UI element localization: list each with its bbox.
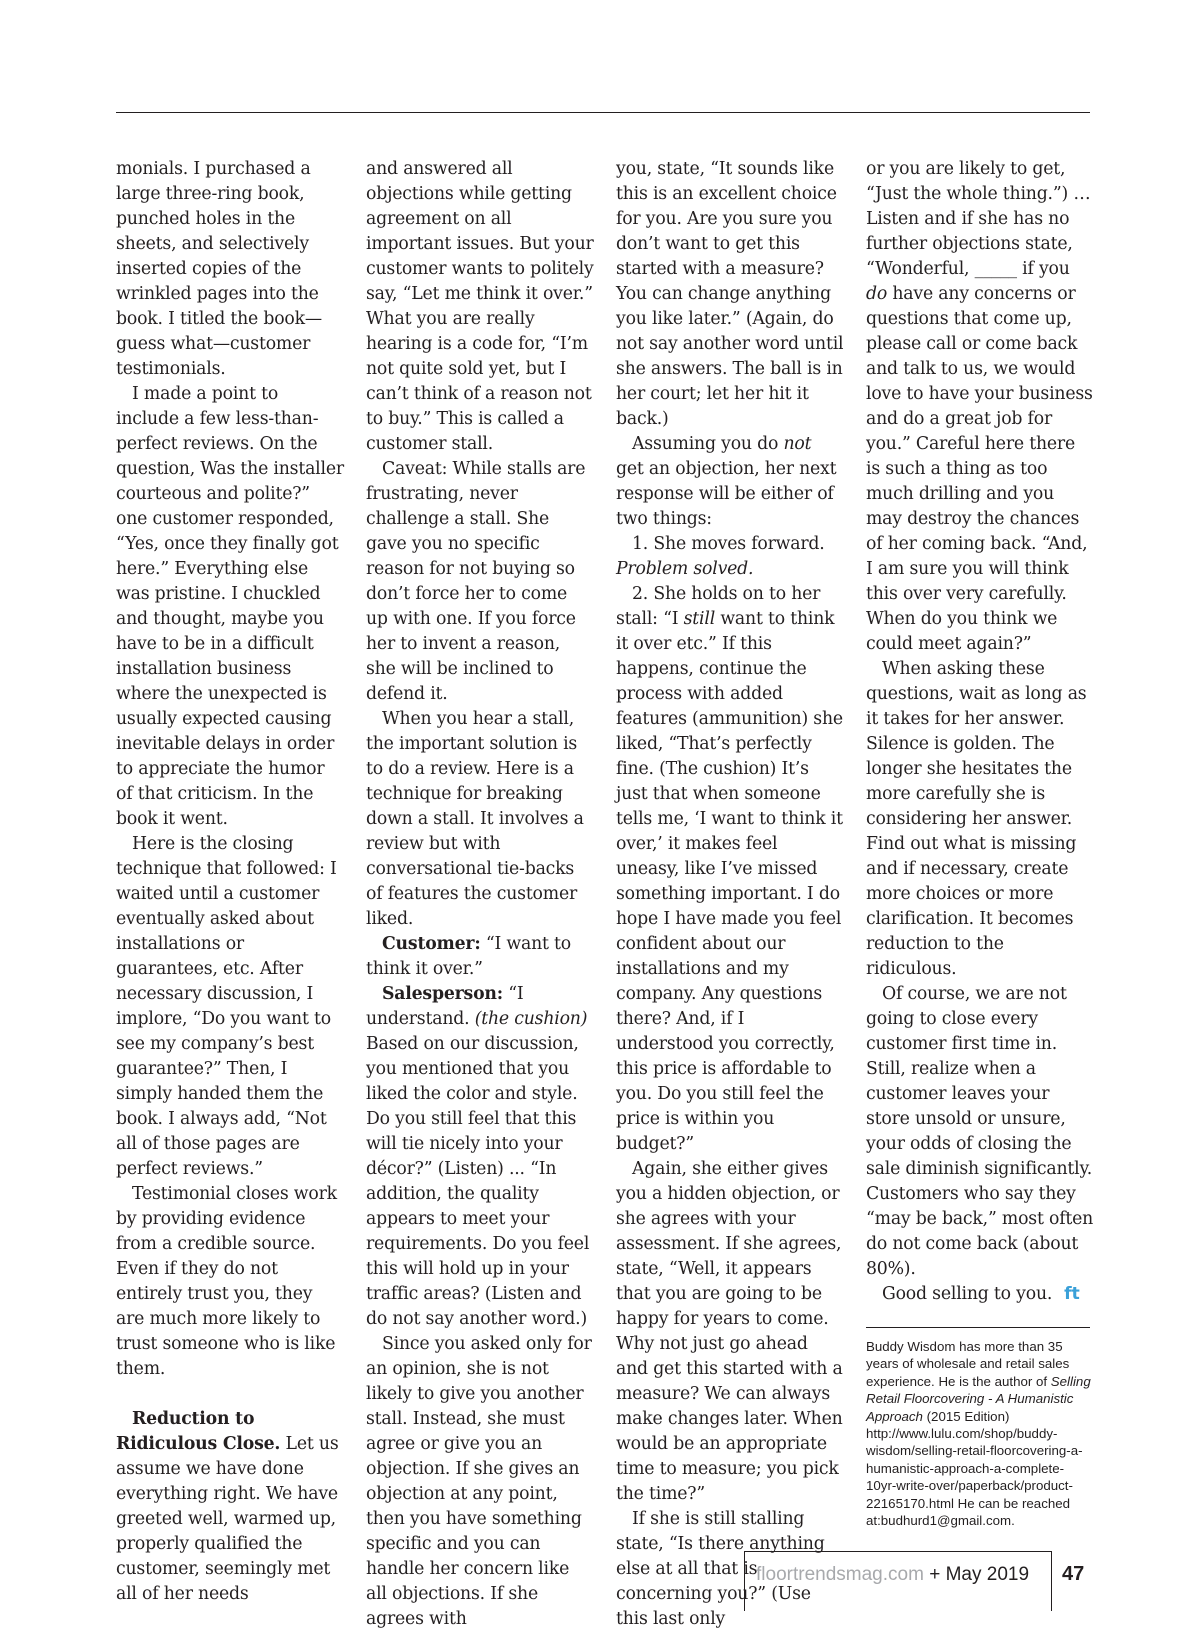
- article-paragraph: [366, 1332, 594, 1632]
- bold-run: Salesperson:: [382, 984, 503, 1004]
- footer-folio: [756, 1563, 1029, 1587]
- article-paragraph: [616, 432, 844, 532]
- text-run: Here is the closing technique that followed: I waited until a customer eventually asked about installations or guarantees, etc. After necessary discussion, I implore, “Do you want to see my company’s best guarantee?” Then, I simply handed them the book. I always add, “Not all of those pages are perfect reviews.”: [116, 834, 337, 1179]
- article-paragraph: [616, 582, 844, 1157]
- footer-site-link[interactable]: floortrendsmag.com: [756, 1564, 924, 1585]
- article-paragraph: [366, 982, 594, 1332]
- article-paragraph: [116, 832, 344, 1182]
- text-run: Of course, we are not going to close every customer first time in. Still, realize when a customer leaves your store unsold or unsure, your odds of closing the sale diminish significantly. Customers who say they “may be back,” most often do not come back (about 80%).: [866, 984, 1094, 1279]
- text-run: Buddy Wisdom has more than 35 years of wholesale and retail sales experience. He is the author of: [866, 1339, 1070, 1389]
- article-paragraph: [366, 157, 594, 457]
- italic-run: Problem solved.: [616, 559, 754, 579]
- article-paragraph: [866, 1282, 1094, 1307]
- article-paragraph: [116, 1182, 344, 1382]
- text-run: and answered all objections while getting agreement on all important issues. But your customer wants to politely say, “Let me think it over.” What you are really hearing is a code for, “I’m not quite sold yet, but I can’t think of a reason not to buy.” This is called a customer stall.: [366, 159, 594, 454]
- article-paragraph: [116, 157, 344, 382]
- bio-rule: [866, 1327, 1090, 1328]
- italic-run: not: [783, 434, 812, 454]
- text-run: get an objection, her next response will be either of two things:: [616, 459, 837, 529]
- article-paragraph: [366, 707, 594, 932]
- text-run: When asking these questions, wait as long as it takes for her answer. Silence is golden. The longer she hesitates the more carefully she is considering her answer. Find out what is missing and if necessary, create more choices or more clarification. It becomes reduction to the ridiculous.: [866, 659, 1087, 979]
- top-rule: [116, 112, 1090, 113]
- author-bio: [866, 1338, 1094, 1529]
- article-paragraph: [366, 932, 594, 982]
- text-run: Since you asked only for an opinion, she is not likely to give you another stall. Instead, she must agree or give you an objection. If she gives an objection at any point, then you have something specific and you can handle her concern like all objections. If she agrees with: [366, 1334, 592, 1629]
- text-run: (2015 Edition) http://www.lulu.com/shop/buddy-wisdom/selling-retail-floorcovering-a-humanistic-approach-a-complete-10yr-write-over/paperback/product-22165170.html He can be reached at:budhurd1@gmail.com.: [866, 1408, 1083, 1529]
- italic-run: do: [866, 284, 888, 304]
- section-heading-paragraph: [116, 1407, 344, 1607]
- italic-run: Selling Retail Floorcovering - A Humanistic Approach: [866, 1373, 1091, 1424]
- text-run: you, state, “It sounds like this is an excellent choice for you. Are you sure you don’t want to get this started with a measure? You can change anything you like later.” (Again, do not say another word until she answers. The ball is in her court; let her hit it back.): [616, 159, 844, 429]
- end-mark-logo: ft: [1064, 1284, 1080, 1304]
- text-run: Again, she either gives you a hidden objection, or she agrees with your assessment. If she agrees, state, “Well, it appears that you are going to be happy for years to come. Why not just go ahead and get this started with a measure? We can always make changes later. When would be an appropriate time to measure; you pick the time?”: [616, 1159, 843, 1504]
- article-paragraph: [616, 557, 844, 582]
- article-paragraph: [866, 982, 1094, 1282]
- footer-issue: May 2019: [945, 1564, 1030, 1585]
- article-paragraph: [616, 157, 844, 432]
- page-number: 47: [1062, 1563, 1085, 1585]
- text-run: Testimonial closes work by providing evidence from a credible source. Even if they do not entirely trust you, they are much more likely to trust someone who is like them.: [116, 1184, 337, 1379]
- footer-separator: +: [929, 1564, 941, 1585]
- article-column-2: [366, 157, 594, 1632]
- text-run: want to think it over etc.” If this happens, continue the process with added features (ammunition) she liked, “That’s perfectly fine. (The cushion) It’s just that when someone tells me, ‘I want to think it over,’ it makes feel uneasy, like I’ve missed something important. I do hope I have made you feel confident about our installations and my company. Any questions there? And, if I understood you correctly, this price is affordable to you. Do you still feel the price is within you budget?”: [616, 609, 843, 1154]
- text-run: Based on our discussion, you mentioned that you liked the color and style. Do you still feel that this will tie nicely into your décor?” (Listen) ... “In addition, the quality appears to meet your requirements. Do you feel this will hold up in your traffic areas? (Listen and do not say another word.): [366, 1034, 590, 1329]
- article-paragraph: [866, 157, 1094, 657]
- italic-run: still: [683, 609, 716, 629]
- article-paragraph: [616, 1157, 844, 1507]
- italic-run: (the cushion): [474, 1009, 588, 1029]
- text-run: Let us assume we have done everything right. We have greeted well, warmed up, properly qualified the customer, seemingly met all of her needs: [116, 1434, 339, 1604]
- text-run: Good selling to you.: [882, 1284, 1053, 1304]
- article-paragraph: [866, 657, 1094, 982]
- text-run: “I want to think it over.”: [366, 934, 571, 979]
- article-paragraph: [616, 532, 844, 557]
- text-run: Assuming you do: [632, 434, 784, 454]
- article-paragraph: [116, 382, 344, 832]
- bold-run: Reduction to Ridiculous Close.: [116, 1409, 281, 1454]
- text-run: monials. I purchased a large three-ring book, punched holes in the sheets, and selectively inserted copies of the wrinkled pages into the book. I titled the book—guess what—customer testimonials.: [116, 159, 322, 379]
- text-run: Caveat: While stalls are frustrating, never challenge a stall. She gave you no specific reason for not buying so don’t force her to come up with one. If you force her to invent a reason, she will be inclined to defend it.: [366, 459, 586, 704]
- text-run: If she is still stalling state, “Is there anything else at all that is concerning you?” (Use this last only: [616, 1509, 825, 1629]
- text-run: have any concerns or questions that come up, please call or come back and talk to us, we would love to have your business and do a great job for you.” Careful here there is such a thing as too much drilling and you may destroy the chances of her coming back. “And, I am sure you will think this over very carefully. When do you think we could meet again?”: [866, 284, 1093, 654]
- text-run: 2. She holds on to her stall: “I: [616, 584, 821, 629]
- text-run: I made a point to include a few less-than-perfect reviews. On the question, Was the installer courteous and polite?” one customer responded, “Yes, once they finally got here.” Everything else was pristine. I chuckled and thought, maybe you have to be in a difficult installation business where the unexpected is usually expected causing inevitable delays in order to appreciate the humor of that criticism. In the book it went.: [116, 384, 344, 829]
- article-column-4: [866, 157, 1094, 1529]
- text-run: When you hear a stall, the important solution is to do a review. Here is a technique for breaking down a stall. It involves a review but with conversational tie-backs of features the customer liked.: [366, 709, 584, 929]
- text-run: or you are likely to get, “Just the whole thing.”) … Listen and if she has no further objections state, “Wonderful, _____ if you: [866, 159, 1091, 279]
- article-paragraph: [366, 457, 594, 707]
- text-run: 1. She moves forward.: [632, 534, 825, 554]
- article-column-1: [116, 157, 344, 1607]
- bold-run: Customer:: [382, 934, 481, 954]
- text-run: “I understand.: [366, 984, 524, 1029]
- article-column-3: [616, 157, 844, 1632]
